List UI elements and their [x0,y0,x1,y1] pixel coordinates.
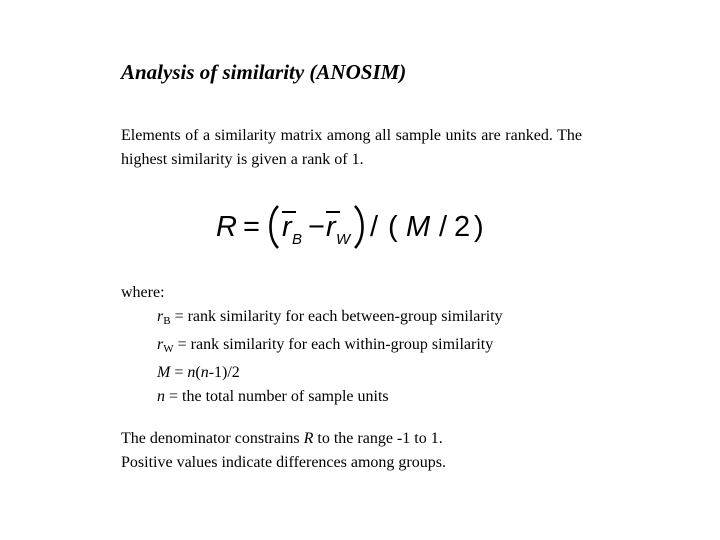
formula-r: R [216,211,237,243]
closing-line-1 [121,427,446,451]
definition-text: = the total number of sample units [165,388,389,405]
anosim-formula [212,196,492,252]
closing-text: The denominator constrains [121,430,304,447]
where-label: where: [121,284,165,301]
definition-subscript: B [163,315,171,327]
formula-minus: − [308,211,325,243]
definition-text: = rank similarity for each between-group similarity [170,308,503,325]
definition-text: = rank similarity for each within-group similarity [173,336,494,353]
definition-symbol: M [157,364,171,381]
closing-paragraph [121,427,446,475]
definition-m [121,361,503,385]
definition-rw [121,333,503,361]
formula-sub-b: B [292,231,303,248]
formula-r-w: r [326,211,336,243]
definition-subscript: W [163,343,174,355]
definition-n: n [200,364,209,381]
formula-sub-w: W [336,231,351,248]
slide-title: Analysis of similarity (ANOSIM) [121,60,407,84]
formula-r-b: r [282,211,292,243]
definition-symbol: r [157,308,164,325]
closing-line-2: Positive values indicate differences among groups. [121,454,446,471]
formula-right-paren [355,206,363,248]
closing-r-symbol: R [303,430,314,447]
closing-text: to the range -1 to 1. [313,430,443,447]
definition-n: n [187,364,196,381]
definition-n-line [121,385,503,409]
definition-eq: = [170,364,188,381]
definition-rb [121,305,503,333]
definition-symbol: n [157,388,165,405]
formula-two: 2 [454,211,471,243]
formula-divide: / [370,211,379,243]
definition-open: ( [195,364,201,381]
formula-m: M [406,211,431,243]
formula-open-paren: ( [388,211,398,243]
definition-rest: -1)/2 [208,364,240,381]
formula-slash: / [439,211,448,243]
formula-equals: = [243,211,260,243]
intro-paragraph: Elements of a similarity matrix among all sample units are ranked. The highest similarity is given a rank of 1. [121,127,582,168]
definition-symbol: r [157,336,164,353]
formula-close-paren: ) [474,211,484,243]
formula-left-paren [271,206,279,248]
definitions-block [121,281,503,409]
